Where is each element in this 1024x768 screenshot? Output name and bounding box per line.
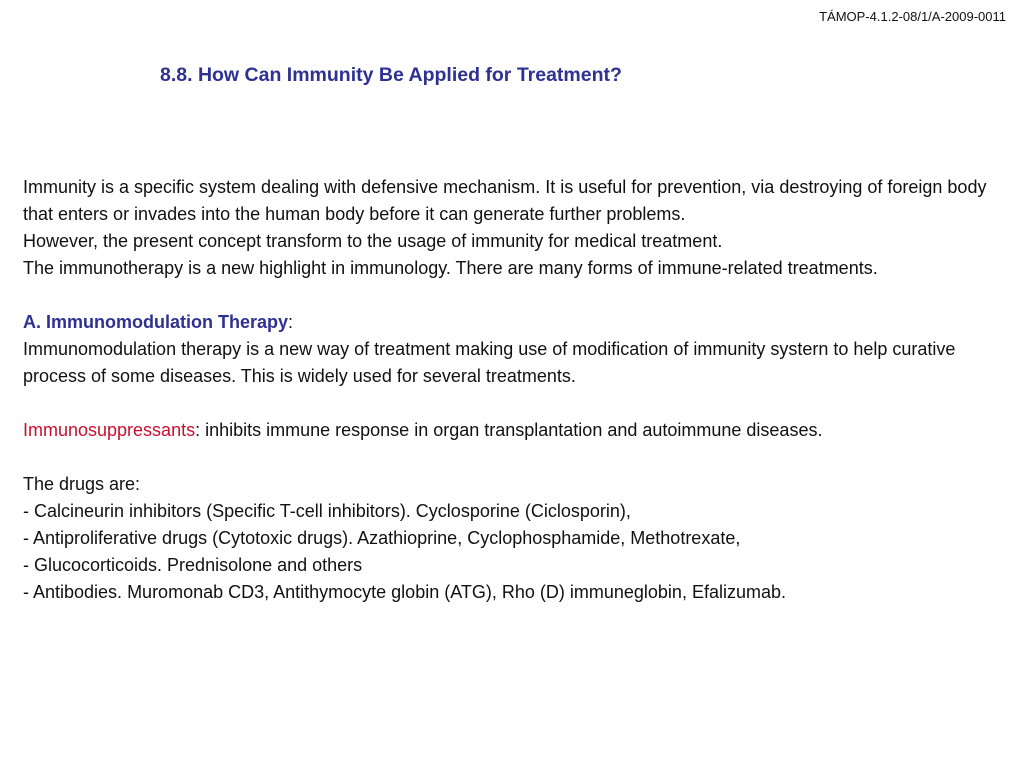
intro-paragraph-3: The immunotherapy is a new highlight in immunology. There are many forms of immune-related treatments. xyxy=(23,258,878,278)
immunosuppressants-definition: : inhibits immune response in organ transplantation and autoimmune diseases. xyxy=(195,420,823,440)
intro-paragraph-2: However, the present concept transform to the usage of immunity for medical treatment. xyxy=(23,231,723,251)
drugs-intro: The drugs are: xyxy=(23,474,141,494)
drug-list-item: - Antibodies. Muromonab CD3, Antithymocyte globin (ATG), Rho (D) immuneglobin, Efalizumab. xyxy=(23,582,786,602)
drug-list-item: - Antiproliferative drugs (Cytotoxic drugs). Azathioprine, Cyclophosphamide, Methotrexate, xyxy=(23,528,741,548)
immunosuppressants-line xyxy=(23,417,1008,444)
intro-paragraph-1: Immunity is a specific system dealing with defensive mechanism. It is useful for prevention, via destroying of foreign body that enters or invades into the human body before it can generate further problems. xyxy=(23,177,987,224)
drug-list xyxy=(23,498,1008,606)
project-code: TÁMOP-4.1.2-08/1/A-2009-0011 xyxy=(819,9,1006,24)
slide-body xyxy=(23,174,1008,606)
section-a-text: Immunomodulation therapy is a new way of treatment making use of modification of immunity systern to help curative process of some diseases. This is widely used for several treatments. xyxy=(23,339,956,386)
immunosuppressants-term: Immunosuppressants xyxy=(23,420,196,440)
spacer xyxy=(23,390,1008,417)
spacer xyxy=(23,444,1008,471)
section-a-colon: : xyxy=(288,312,294,332)
page-title: 8.8. How Can Immunity Be Applied for Treatment? xyxy=(160,64,622,86)
spacer xyxy=(23,282,1008,309)
section-a-heading: A. Immunomodulation Therapy xyxy=(23,312,289,332)
section-a-heading-line xyxy=(23,309,1008,336)
drug-list-item: - Glucocorticoids. Prednisolone and others xyxy=(23,555,363,575)
drug-list-item: - Calcineurin inhibitors (Specific T-cell inhibitors). Cyclosporine (Ciclosporin), xyxy=(23,501,631,521)
